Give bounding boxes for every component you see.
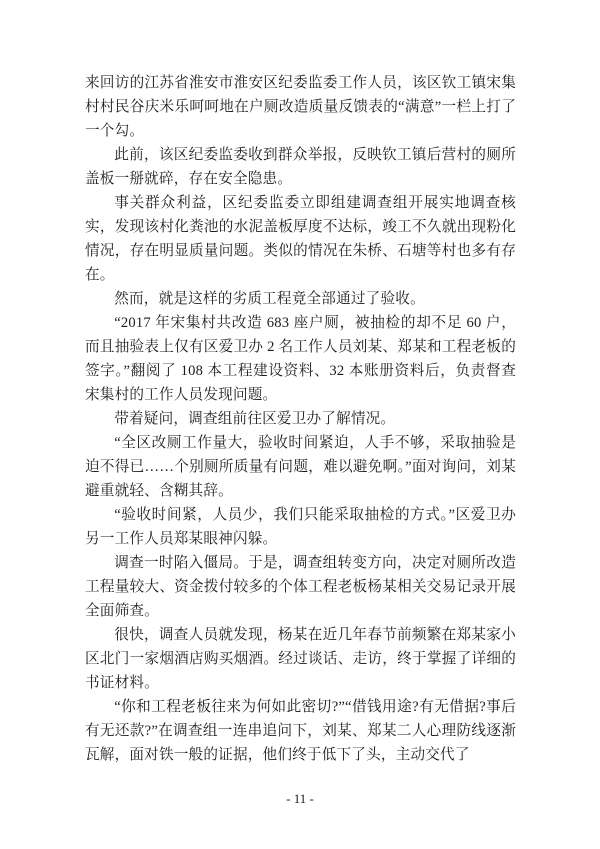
- paragraph: 很快，调查人员就发现，杨某在近几年春节前频繁在郑某家小区北门一家烟酒店购买烟酒。经过谈话、走访，终于掌握了详细的书证材料。: [85, 627, 516, 691]
- paragraph: 来回访的江苏省淮安市淮安区纪委监委工作人员，该区钦工镇宋集村村民谷庆米乐呵呵地在户厕改造质量反馈表的“满意”一栏上打了一个勾。: [85, 75, 516, 139]
- paragraph: “2017 年宋集村共改造 683 座户厕，被抽检的却不足 60 户，而且抽验表上仅有区爱卫办 2 名工作人员刘某、郑某和工程老板的签字。”翻阅了 108 本工程建设资料、32 本账册资料后，负责督查宋集村的工作人员发现问题。: [85, 315, 516, 403]
- paragraph: 事关群众利益，区纪委监委立即组建调查组开展实地调查核实，发现该村化粪池的水泥盖板厚度不达标，竣工不久就出现粉化情况，存在明显质量问题。类似的情况在朱桥、石塘等村也多有存在。: [85, 195, 516, 283]
- paragraph: “你和工程老板往来为何如此密切?”“借钱用途?有无借据?事后有无还款?”在调查组一连串追问下，刘某、郑某二人心理防线逐渐瓦解，面对铁一般的证据，他们终于低下了头，主动交代了: [85, 699, 516, 763]
- paragraph: 然而，就是这样的劣质工程竟全部通过了验收。: [114, 291, 425, 307]
- page-number: - 11 -: [286, 791, 314, 806]
- document-body: [85, 71, 516, 767]
- paragraph: 带着疑问，调查组前往区爱卫办了解情况。: [114, 411, 396, 427]
- paragraph: 此前，该区纪委监委收到群众举报，反映钦工镇后营村的厕所盖板一掰就碎，存在安全隐患。: [85, 147, 516, 187]
- paragraph: “全区改厕工作量大，验收时间紧迫，人手不够，采取抽验是迫不得已……个别厕所质量有问题，难以避免啊。”面对询问，刘某避重就轻、含糊其辞。: [85, 435, 516, 499]
- paragraph: “验收时间紧，人员少，我们只能采取抽检的方式。”区爱卫办另一工作人员郑某眼神闪躲。: [85, 507, 516, 547]
- paragraph: 调查一时陷入僵局。于是，调查组转变方向，决定对厕所改造工程量较大、资金拨付较多的个体工程老板杨某相关交易记录开展全面筛查。: [85, 555, 516, 619]
